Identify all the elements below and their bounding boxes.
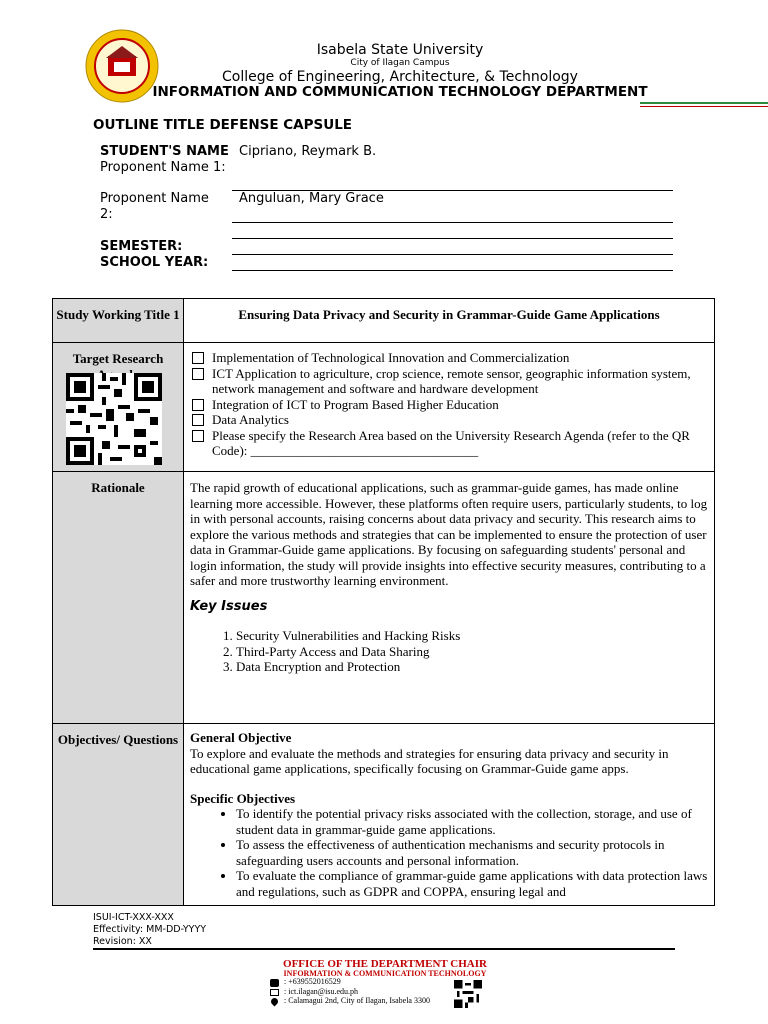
general-objective-heading: General Objective [190, 730, 292, 745]
university-name: Isabela State University [316, 42, 484, 58]
college-name: College of Engineering, Architecture, & Technology [222, 69, 578, 85]
school-year-label: SCHOOL YEAR: [100, 255, 209, 270]
footer-qr-code [454, 980, 482, 1012]
qr-code [66, 373, 162, 469]
header-accent-bar [640, 102, 768, 104]
proponent2-underline [232, 222, 673, 223]
agenda-option[interactable]: Data Analytics [190, 412, 708, 428]
proponent2-label: Proponent Name 2: [100, 191, 209, 222]
phone-icon [270, 979, 279, 987]
blank-underline [232, 238, 673, 239]
title-value: Ensuring Data Privacy and Security in Grammar-Guide Game Applications [184, 299, 715, 343]
list-item: • To assess the effectiveness of authentication mechanisms and security protocols in safeguarding users accounts and personal information. [236, 837, 708, 868]
phone-number: : +639552016529 [284, 977, 341, 986]
list-item: • To identify the potential privacy risks associated with the collection, storage, and use of student data in grammar-guide game applications. [236, 806, 708, 837]
email-address: : ict.ilagan@isu.edu.ph [284, 987, 359, 996]
specific-objectives-list [190, 806, 708, 899]
checkbox[interactable] [192, 399, 204, 411]
header-accent-bar [640, 106, 768, 107]
semester-label: SEMESTER: [100, 239, 183, 254]
proponent1-label: Proponent Name 1: [100, 160, 226, 175]
rationale-label: Rationale [53, 472, 184, 724]
list-item: • To evaluate the compliance of grammar-guide game applications with data protection laws and regulations, such as GDPR and COPPA, ensuring legal and [236, 868, 708, 899]
agenda-label-cell [53, 343, 184, 472]
department-name: INFORMATION AND COMMUNICATION TECHNOLOGY DEPARTMENT [152, 84, 648, 100]
footer-divider [93, 948, 675, 950]
students-name-heading: STUDENT'S NAME [100, 144, 229, 159]
general-objective-text: To explore and evaluate the methods and strategies for ensuring data privacy and security in educational game applications, specifically focusing on Grammar-Guide game apps. [190, 745, 669, 776]
key-issues-list [190, 628, 708, 675]
office-title: OFFICE OF THE DEPARTMENT CHAIR [283, 958, 487, 970]
agenda-option[interactable]: ICT Application to agriculture, crop science, remote sensor, geographic information system, network management and software and hardware development [190, 366, 708, 397]
rationale-cell [184, 472, 715, 724]
agenda-label: Target Research [72, 351, 164, 366]
objectives-label: Objectives/ Questions [53, 724, 184, 906]
address: : Calamagui 2nd, City of Ilagan, Isabela 3300 [284, 996, 430, 1005]
rationale-text: The rapid growth of educational applications, such as grammar-guide games, has made online learning more accessible. However, these platforms often require users, particularly students, to log in with personal accounts, raising concerns about data privacy and security. This research aims to explore the various methods and strategies that can be implemented to ensure the protection of user data in Grammar-Guide game applications. By focusing on safeguarding students' personal and login information, the study will provide insights into effective security measures, contributing to a safer and more trustworthy learning environment. [190, 480, 708, 588]
campus-name: City of Ilagan Campus [350, 58, 450, 68]
table-row [53, 299, 715, 343]
checkbox[interactable] [192, 414, 204, 426]
document-title: OUTLINE TITLE DEFENSE CAPSULE [93, 117, 353, 133]
effectivity: Effectivity: MM-DD-YYYY [93, 924, 207, 935]
agenda-options [184, 343, 715, 472]
objectives-cell [184, 724, 715, 906]
proponent2-value: Anguluan, Mary Grace [239, 191, 384, 206]
key-issues-heading: Key Issues [190, 598, 268, 614]
document-code: ISUI-ICT-XXX-XXX [93, 912, 174, 923]
table-row [53, 343, 715, 472]
capsule-table [52, 298, 715, 906]
revision: Revision: XX [93, 936, 152, 947]
proponent1-value: Cipriano, Reymark B. [239, 144, 377, 159]
checkbox[interactable] [192, 352, 204, 364]
agenda-option[interactable]: Integration of ICT to Program Based Higher Education [190, 397, 708, 413]
office-subtitle: INFORMATION & COMMUNICATION TECHNOLOGY [283, 969, 487, 978]
school-year-underline [232, 270, 673, 271]
specific-objectives-heading: Specific Objectives [190, 790, 296, 806]
checkbox[interactable] [192, 430, 204, 442]
agenda-option[interactable]: Please specify the Research Area based on the University Research Agenda (refer to the QR Code): ___________________________________ [190, 428, 708, 459]
title-label: Study Working Title 1 [53, 299, 184, 343]
agenda-option[interactable]: Implementation of Technological Innovation and Commercialization [190, 350, 708, 366]
email-icon [270, 989, 279, 996]
list-item: 2. Third-Party Access and Data Sharing [236, 644, 708, 660]
list-item: 3. Data Encryption and Protection [236, 659, 708, 675]
table-row [53, 724, 715, 906]
table-row [53, 472, 715, 724]
checkbox[interactable] [192, 368, 204, 380]
list-item: 1. Security Vulnerabilities and Hacking Risks [236, 628, 708, 644]
location-icon [270, 997, 280, 1007]
students-name-label [100, 144, 230, 176]
semester-underline [232, 254, 673, 255]
